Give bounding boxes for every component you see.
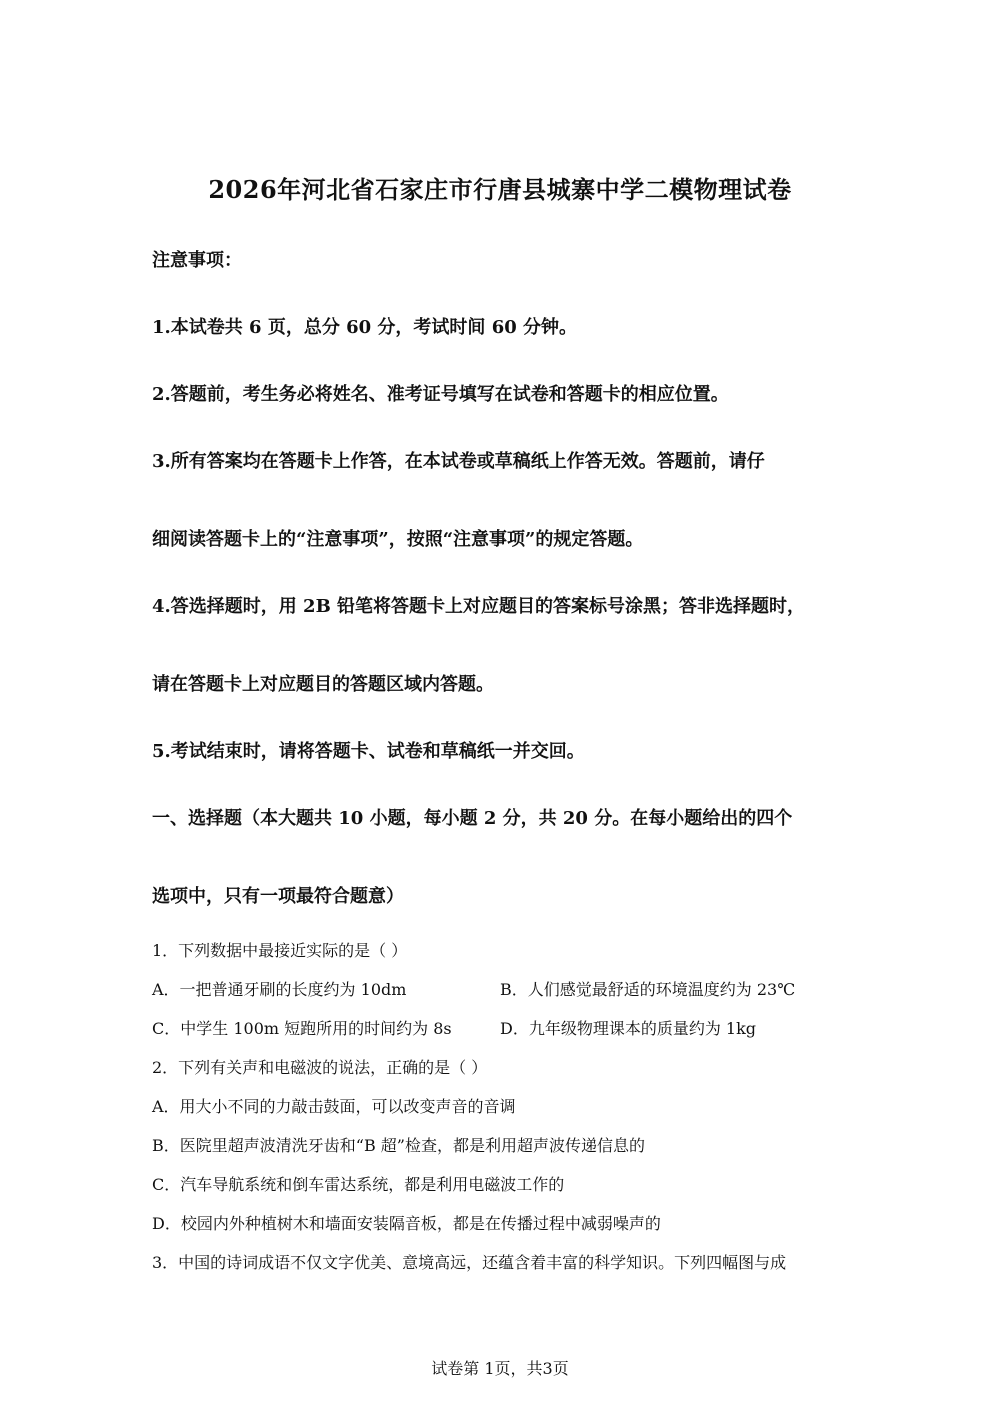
section-heading-continued: 选项中，只有一项最符合题意） (152, 886, 404, 907)
exam-title: 2026年河北省石家庄市行唐县城寨中学二模物理试卷 (208, 175, 792, 204)
question-1-stem: 1．下列数据中最接近实际的是（ ） (152, 941, 408, 960)
notice-item-4: 4.答选择题时，用 2B 铅笔将答题卡上对应题目的答案标号涂黑；答非选择题时， (152, 596, 806, 617)
notice-item-2: 2.答题前，考生务必将姓名、准考证号填写在试卷和答题卡的相应位置。 (152, 384, 729, 405)
notice-heading: 注意事项： (152, 250, 242, 271)
notice-item-4-continued: 请在答题卡上对应题目的答题区域内答题。 (152, 674, 494, 695)
notice-item-5: 5.考试结束时，请将答题卡、试卷和草稿纸一并交回。 (152, 741, 585, 762)
question-2-option-d: D．校园内外种植树木和墙面安装隔音板，都是在传播过程中减弱噪声的 (152, 1214, 661, 1233)
question-2-option-c: C．汽车导航系统和倒车雷达系统，都是利用电磁波工作的 (152, 1175, 565, 1194)
page-footer: 试卷第 1页，共3页 (431, 1359, 569, 1378)
notice-item-3: 3.所有答案均在答题卡上作答，在本试卷或草稿纸上作答无效。答题前，请仔 (152, 451, 765, 472)
question-1-option-a: A．一把普通牙刷的长度约为 10dm (152, 980, 407, 999)
question-3-stem: 3．中国的诗词成语不仅文字优美、意境高远，还蕴含着丰富的科学知识。下列四幅图与成 (152, 1253, 787, 1272)
section-heading: 一、选择题（本大题共 10 小题，每小题 2 分，共 20 分。在每小题给出的四个 (152, 808, 793, 829)
question-1-option-d: D．九年级物理课本的质量约为 1kg (500, 1019, 757, 1038)
question-1-option-c: C．中学生 100m 短跑所用的时间约为 8s (152, 1019, 452, 1038)
question-2-stem: 2．下列有关声和电磁波的说法，正确的是（ ） (152, 1058, 488, 1077)
question-2-option-b: B．医院里超声波清洗牙齿和“B 超”检查，都是利用超声波传递信息的 (152, 1136, 645, 1155)
question-2-option-a: A．用大小不同的力敲击鼓面，可以改变声音的音调 (152, 1097, 516, 1116)
notice-item-1: 1.本试卷共 6 页，总分 60 分，考试时间 60 分钟。 (152, 317, 578, 338)
notice-item-3-continued: 细阅读答题卡上的“注意事项”，按照“注意事项”的规定答题。 (152, 529, 644, 550)
question-1-option-b: B．人们感觉最舒适的环境温度约为 23℃ (500, 980, 796, 999)
